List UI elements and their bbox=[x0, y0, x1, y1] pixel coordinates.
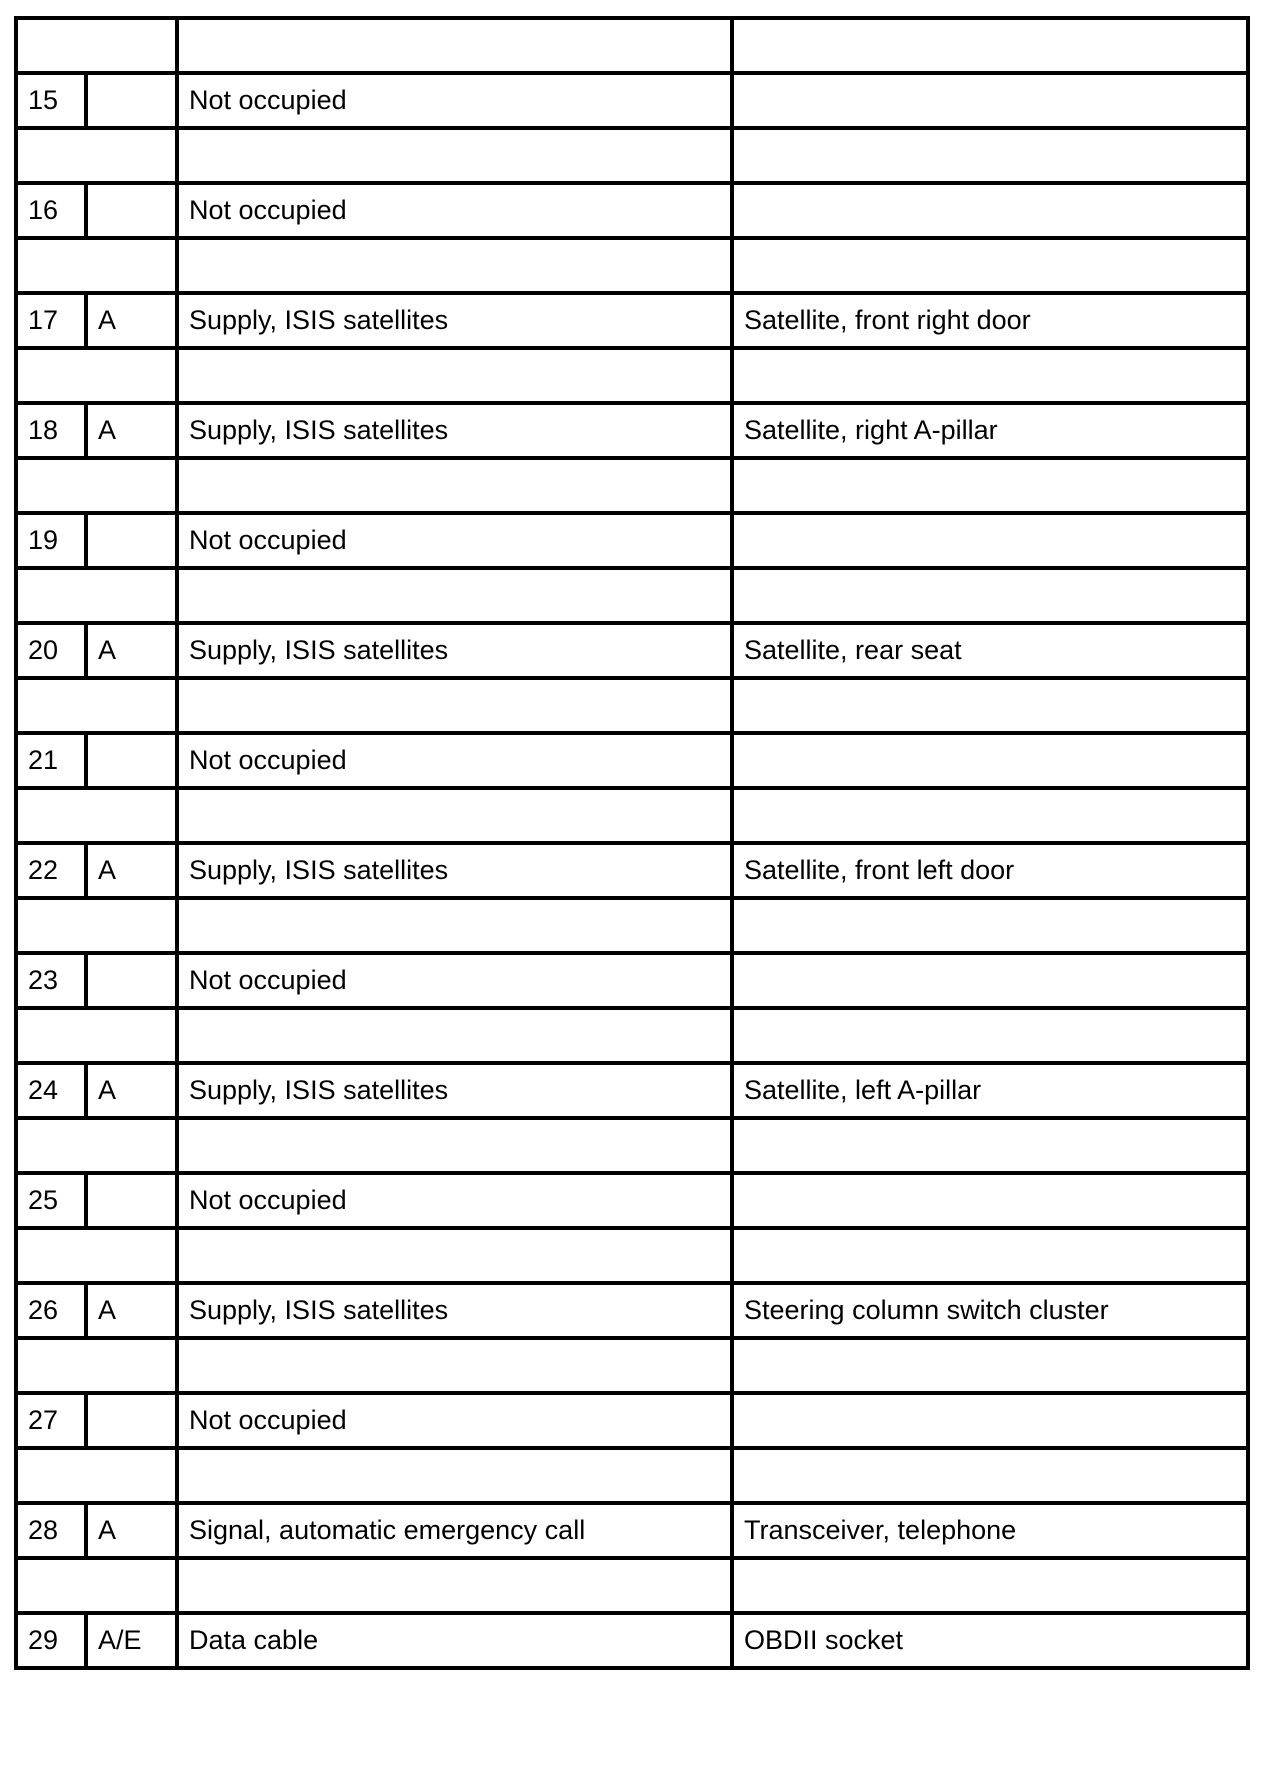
spacer-cell bbox=[16, 458, 177, 513]
spacer-cell bbox=[732, 348, 1248, 403]
spacer-cell bbox=[732, 18, 1248, 73]
code-cell: A bbox=[86, 403, 177, 458]
spacer-cell bbox=[177, 1338, 732, 1393]
spacer-cell bbox=[177, 568, 732, 623]
table-row bbox=[16, 183, 1248, 238]
spacer-row bbox=[16, 788, 1248, 843]
spacer-cell bbox=[177, 1558, 732, 1613]
component-cell: OBDII socket bbox=[732, 1613, 1248, 1668]
spacer-cell bbox=[177, 238, 732, 293]
spacer-cell bbox=[177, 1008, 732, 1063]
spacer-cell bbox=[732, 568, 1248, 623]
spacer-cell bbox=[732, 1338, 1248, 1393]
description-cell: Signal, automatic emergency call bbox=[177, 1503, 732, 1558]
pin-number-cell: 25 bbox=[16, 1173, 86, 1228]
code-cell bbox=[86, 183, 177, 238]
table-row bbox=[16, 1283, 1248, 1338]
code-cell: A/E bbox=[86, 1613, 177, 1668]
spacer-cell bbox=[732, 128, 1248, 183]
spacer-cell bbox=[16, 898, 177, 953]
spacer-cell bbox=[732, 1118, 1248, 1173]
description-cell: Supply, ISIS satellites bbox=[177, 293, 732, 348]
pin-number-cell: 20 bbox=[16, 623, 86, 678]
spacer-cell bbox=[177, 458, 732, 513]
code-cell bbox=[86, 1393, 177, 1448]
spacer-cell bbox=[732, 898, 1248, 953]
spacer-row bbox=[16, 898, 1248, 953]
table-row bbox=[16, 843, 1248, 898]
pin-number-cell: 21 bbox=[16, 733, 86, 788]
table-row bbox=[16, 403, 1248, 458]
table-row bbox=[16, 293, 1248, 348]
description-cell: Not occupied bbox=[177, 73, 732, 128]
description-cell: Supply, ISIS satellites bbox=[177, 843, 732, 898]
spacer-cell bbox=[177, 18, 732, 73]
spacer-cell bbox=[16, 18, 177, 73]
description-cell: Not occupied bbox=[177, 953, 732, 1008]
spacer-cell bbox=[177, 1228, 732, 1283]
pin-number-cell: 22 bbox=[16, 843, 86, 898]
component-cell: Satellite, front right door bbox=[732, 293, 1248, 348]
table-row bbox=[16, 1613, 1248, 1668]
code-cell: A bbox=[86, 623, 177, 678]
description-cell: Not occupied bbox=[177, 1173, 732, 1228]
table-row bbox=[16, 1063, 1248, 1118]
code-cell: A bbox=[86, 293, 177, 348]
spacer-row bbox=[16, 1118, 1248, 1173]
component-cell: Satellite, front left door bbox=[732, 843, 1248, 898]
pin-number-cell: 27 bbox=[16, 1393, 86, 1448]
spacer-cell bbox=[732, 788, 1248, 843]
spacer-row bbox=[16, 678, 1248, 733]
code-cell bbox=[86, 73, 177, 128]
spacer-cell bbox=[16, 1228, 177, 1283]
component-cell: Satellite, right A-pillar bbox=[732, 403, 1248, 458]
spacer-cell bbox=[16, 788, 177, 843]
spacer-cell bbox=[16, 1558, 177, 1613]
description-cell: Supply, ISIS satellites bbox=[177, 1063, 732, 1118]
description-cell: Not occupied bbox=[177, 513, 732, 568]
code-cell: A bbox=[86, 1503, 177, 1558]
spacer-cell bbox=[16, 1118, 177, 1173]
pin-assignment-table bbox=[14, 16, 1250, 1670]
pin-number-cell: 28 bbox=[16, 1503, 86, 1558]
spacer-cell bbox=[177, 1448, 732, 1503]
spacer-cell bbox=[177, 788, 732, 843]
table-row bbox=[16, 623, 1248, 678]
spacer-row bbox=[16, 1338, 1248, 1393]
spacer-row bbox=[16, 1008, 1248, 1063]
spacer-cell bbox=[732, 1008, 1248, 1063]
spacer-cell bbox=[16, 1338, 177, 1393]
component-cell bbox=[732, 183, 1248, 238]
pin-number-cell: 26 bbox=[16, 1283, 86, 1338]
table-row bbox=[16, 513, 1248, 568]
spacer-row bbox=[16, 1558, 1248, 1613]
spacer-cell bbox=[177, 898, 732, 953]
spacer-cell bbox=[177, 128, 732, 183]
spacer-cell bbox=[16, 1448, 177, 1503]
component-cell bbox=[732, 1173, 1248, 1228]
spacer-row bbox=[16, 128, 1248, 183]
pin-number-cell: 15 bbox=[16, 73, 86, 128]
pin-number-cell: 16 bbox=[16, 183, 86, 238]
code-cell: A bbox=[86, 1063, 177, 1118]
spacer-cell bbox=[732, 1448, 1248, 1503]
spacer-cell bbox=[732, 1228, 1248, 1283]
pin-number-cell: 29 bbox=[16, 1613, 86, 1668]
table-row bbox=[16, 1393, 1248, 1448]
pin-number-cell: 17 bbox=[16, 293, 86, 348]
spacer-cell bbox=[16, 348, 177, 403]
table-row bbox=[16, 733, 1248, 788]
spacer-row bbox=[16, 238, 1248, 293]
component-cell bbox=[732, 733, 1248, 788]
spacer-row bbox=[16, 1228, 1248, 1283]
spacer-row bbox=[16, 18, 1248, 73]
component-cell bbox=[732, 1393, 1248, 1448]
component-cell: Satellite, rear seat bbox=[732, 623, 1248, 678]
code-cell bbox=[86, 513, 177, 568]
table-row bbox=[16, 1173, 1248, 1228]
spacer-cell bbox=[732, 678, 1248, 733]
spacer-row bbox=[16, 1448, 1248, 1503]
component-cell: Satellite, left A-pillar bbox=[732, 1063, 1248, 1118]
pin-table-body bbox=[16, 18, 1248, 1668]
description-cell: Supply, ISIS satellites bbox=[177, 1283, 732, 1338]
code-cell bbox=[86, 1173, 177, 1228]
component-cell bbox=[732, 953, 1248, 1008]
spacer-cell bbox=[732, 458, 1248, 513]
description-cell: Not occupied bbox=[177, 1393, 732, 1448]
spacer-row bbox=[16, 458, 1248, 513]
pin-number-cell: 18 bbox=[16, 403, 86, 458]
spacer-cell bbox=[16, 568, 177, 623]
code-cell bbox=[86, 733, 177, 788]
component-cell bbox=[732, 73, 1248, 128]
table-row bbox=[16, 953, 1248, 1008]
description-cell: Supply, ISIS satellites bbox=[177, 623, 732, 678]
component-cell: Transceiver, telephone bbox=[732, 1503, 1248, 1558]
code-cell: A bbox=[86, 843, 177, 898]
spacer-cell bbox=[16, 128, 177, 183]
table-row bbox=[16, 1503, 1248, 1558]
spacer-cell bbox=[177, 678, 732, 733]
pin-number-cell: 19 bbox=[16, 513, 86, 568]
table-row bbox=[16, 73, 1248, 128]
spacer-cell bbox=[732, 1558, 1248, 1613]
description-cell: Data cable bbox=[177, 1613, 732, 1668]
code-cell bbox=[86, 953, 177, 1008]
spacer-cell bbox=[177, 1118, 732, 1173]
spacer-row bbox=[16, 568, 1248, 623]
spacer-cell bbox=[16, 678, 177, 733]
spacer-cell bbox=[732, 238, 1248, 293]
component-cell: Steering column switch cluster bbox=[732, 1283, 1248, 1338]
description-cell: Not occupied bbox=[177, 183, 732, 238]
code-cell: A bbox=[86, 1283, 177, 1338]
spacer-cell bbox=[16, 238, 177, 293]
spacer-cell bbox=[16, 1008, 177, 1063]
description-cell: Supply, ISIS satellites bbox=[177, 403, 732, 458]
component-cell bbox=[732, 513, 1248, 568]
description-cell: Not occupied bbox=[177, 733, 732, 788]
spacer-cell bbox=[177, 348, 732, 403]
pin-number-cell: 23 bbox=[16, 953, 86, 1008]
pin-number-cell: 24 bbox=[16, 1063, 86, 1118]
spacer-row bbox=[16, 348, 1248, 403]
